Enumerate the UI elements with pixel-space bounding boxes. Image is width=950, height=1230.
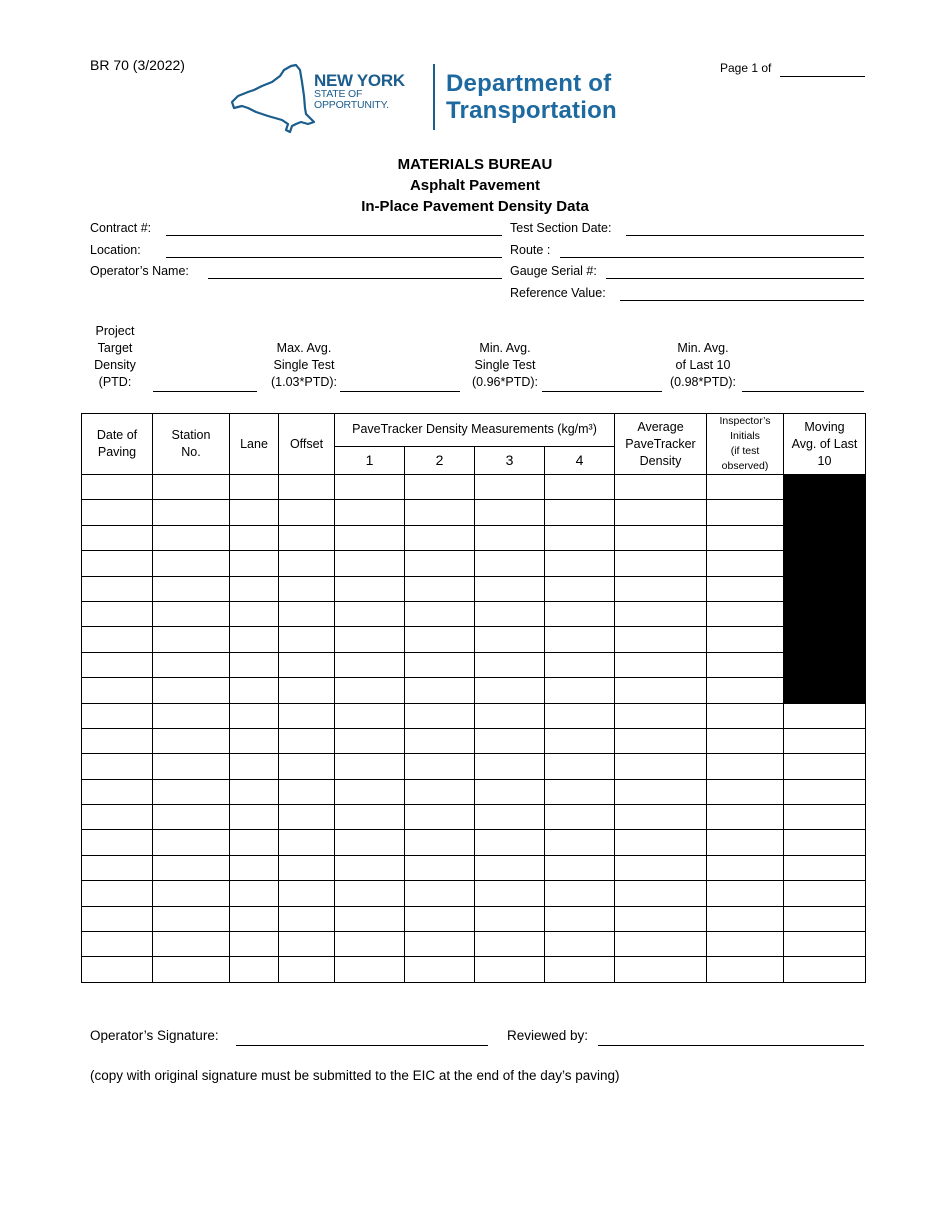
moving-avg-blackout bbox=[784, 678, 866, 703]
cell-m3[interactable] bbox=[475, 475, 545, 500]
min-avg-single-label: Min. Avg. Single Test (0.96*PTD): bbox=[472, 341, 538, 389]
contract-field[interactable] bbox=[166, 235, 502, 236]
cell-station[interactable] bbox=[153, 805, 230, 830]
cell-inspector[interactable] bbox=[707, 957, 784, 982]
cell-m3[interactable] bbox=[475, 678, 545, 703]
form-id: BR 70 (3/2022) bbox=[90, 57, 185, 73]
col-header-lane: Lane bbox=[230, 414, 279, 475]
new-york-state-map-icon bbox=[228, 62, 318, 136]
cell-inspector[interactable] bbox=[707, 805, 784, 830]
cell-m2[interactable] bbox=[405, 500, 475, 525]
cell-m3[interactable] bbox=[475, 627, 545, 652]
cell-m3[interactable] bbox=[475, 576, 545, 601]
table-row bbox=[82, 678, 866, 703]
cell-m1[interactable] bbox=[335, 500, 405, 525]
col-header-station: Station No. bbox=[153, 414, 230, 475]
cell-lane[interactable] bbox=[230, 500, 279, 525]
cell-lane[interactable] bbox=[230, 652, 279, 677]
cell-moving-avg[interactable] bbox=[784, 754, 866, 779]
ptd-label: Project Target Density (PTD: bbox=[94, 324, 136, 389]
cell-inspector[interactable] bbox=[707, 500, 784, 525]
col-header-date: Date of Paving bbox=[82, 414, 153, 475]
cell-offset[interactable] bbox=[279, 576, 335, 601]
cell-m3[interactable] bbox=[475, 957, 545, 982]
cell-offset[interactable] bbox=[279, 932, 335, 957]
cell-m4[interactable] bbox=[545, 728, 615, 753]
table-row bbox=[82, 551, 866, 576]
cell-average[interactable] bbox=[615, 475, 707, 500]
moving-avg-blackout bbox=[784, 652, 866, 677]
cell-moving-avg[interactable] bbox=[784, 830, 866, 855]
cell-m4[interactable] bbox=[545, 703, 615, 728]
cell-inspector[interactable] bbox=[707, 475, 784, 500]
cell-m4[interactable] bbox=[545, 881, 615, 906]
dept-wordmark: Department of Transportation bbox=[446, 70, 617, 124]
cell-date[interactable] bbox=[82, 576, 153, 601]
cell-average[interactable] bbox=[615, 576, 707, 601]
cell-m4[interactable] bbox=[545, 754, 615, 779]
moving-avg-blackout bbox=[784, 525, 866, 550]
col-header-inspector: Inspector’s Initials (if test observed) bbox=[707, 414, 784, 475]
cell-date[interactable] bbox=[82, 601, 153, 626]
table-row bbox=[82, 957, 866, 982]
cell-m1[interactable] bbox=[335, 652, 405, 677]
cell-m4[interactable] bbox=[545, 906, 615, 931]
cell-moving-avg[interactable] bbox=[784, 881, 866, 906]
moving-avg-blackout bbox=[784, 551, 866, 576]
cell-m2[interactable] bbox=[405, 525, 475, 550]
cell-m3[interactable] bbox=[475, 805, 545, 830]
cell-date[interactable] bbox=[82, 525, 153, 550]
reviewed-by-field[interactable] bbox=[598, 1045, 864, 1046]
submission-note: (copy with original signature must be submitted to the EIC at the end of the day’s paving) bbox=[90, 1068, 620, 1083]
table-row bbox=[82, 576, 866, 601]
cell-offset[interactable] bbox=[279, 855, 335, 880]
gauge-serial-label: Gauge Serial #: bbox=[510, 264, 597, 278]
cell-moving-avg[interactable] bbox=[784, 932, 866, 957]
cell-station[interactable] bbox=[153, 932, 230, 957]
cell-average[interactable] bbox=[615, 627, 707, 652]
cell-moving-avg[interactable] bbox=[784, 906, 866, 931]
cell-station[interactable] bbox=[153, 652, 230, 677]
cell-moving-avg[interactable] bbox=[784, 805, 866, 830]
cell-m4[interactable] bbox=[545, 855, 615, 880]
cell-m3[interactable] bbox=[475, 754, 545, 779]
cell-moving-avg[interactable] bbox=[784, 957, 866, 982]
cell-station[interactable] bbox=[153, 728, 230, 753]
cell-offset[interactable] bbox=[279, 525, 335, 550]
cell-station[interactable] bbox=[153, 525, 230, 550]
cell-inspector[interactable] bbox=[707, 906, 784, 931]
density-data-table bbox=[81, 413, 866, 983]
cell-m1[interactable] bbox=[335, 576, 405, 601]
cell-offset[interactable] bbox=[279, 906, 335, 931]
cell-lane[interactable] bbox=[230, 551, 279, 576]
operator-signature-label: Operator’s Signature: bbox=[90, 1028, 219, 1043]
cell-average[interactable] bbox=[615, 678, 707, 703]
cell-date[interactable] bbox=[82, 678, 153, 703]
cell-average[interactable] bbox=[615, 652, 707, 677]
cell-average[interactable] bbox=[615, 906, 707, 931]
cell-lane[interactable] bbox=[230, 881, 279, 906]
col-header-m1: 1 bbox=[335, 446, 405, 474]
cell-date[interactable] bbox=[82, 779, 153, 804]
cell-moving-avg[interactable] bbox=[784, 703, 866, 728]
cell-inspector[interactable] bbox=[707, 881, 784, 906]
cell-average[interactable] bbox=[615, 754, 707, 779]
cell-lane[interactable] bbox=[230, 678, 279, 703]
table-body bbox=[82, 475, 866, 983]
cell-inspector[interactable] bbox=[707, 576, 784, 601]
cell-moving-avg[interactable] bbox=[784, 779, 866, 804]
cell-m1[interactable] bbox=[335, 779, 405, 804]
moving-avg-blackout bbox=[784, 475, 866, 500]
reference-value-field[interactable] bbox=[620, 300, 864, 301]
col-header-m3: 3 bbox=[475, 446, 545, 474]
col-header-m4: 4 bbox=[545, 446, 615, 474]
cell-m1[interactable] bbox=[335, 830, 405, 855]
reviewed-by-label: Reviewed by: bbox=[507, 1028, 589, 1043]
cell-offset[interactable] bbox=[279, 627, 335, 652]
cell-offset[interactable] bbox=[279, 678, 335, 703]
max-avg-field[interactable] bbox=[340, 391, 460, 392]
cell-m1[interactable] bbox=[335, 906, 405, 931]
reference-value-label: Reference Value: bbox=[510, 286, 606, 300]
cell-station[interactable] bbox=[153, 475, 230, 500]
nys-wordmark: NEW YORK STATE OF OPPORTUNITY. bbox=[314, 71, 405, 111]
table-row bbox=[82, 652, 866, 677]
cell-m2[interactable] bbox=[405, 779, 475, 804]
cell-m2[interactable] bbox=[405, 932, 475, 957]
cell-date[interactable] bbox=[82, 703, 153, 728]
cell-m4[interactable] bbox=[545, 475, 615, 500]
cell-m3[interactable] bbox=[475, 601, 545, 626]
cell-inspector[interactable] bbox=[707, 601, 784, 626]
cell-m3[interactable] bbox=[475, 906, 545, 931]
cell-m4[interactable] bbox=[545, 525, 615, 550]
table-row bbox=[82, 601, 866, 626]
cell-station[interactable] bbox=[153, 957, 230, 982]
cell-m3[interactable] bbox=[475, 652, 545, 677]
min-avg-single-field[interactable] bbox=[542, 391, 662, 392]
cell-m2[interactable] bbox=[405, 601, 475, 626]
cell-station[interactable] bbox=[153, 881, 230, 906]
operator-name-label: Operator’s Name: bbox=[90, 264, 189, 278]
cell-lane[interactable] bbox=[230, 906, 279, 931]
cell-m1[interactable] bbox=[335, 475, 405, 500]
cell-moving-avg[interactable] bbox=[784, 728, 866, 753]
cell-m4[interactable] bbox=[545, 652, 615, 677]
cell-inspector[interactable] bbox=[707, 703, 784, 728]
cell-m1[interactable] bbox=[335, 703, 405, 728]
cell-m1[interactable] bbox=[335, 957, 405, 982]
cell-average[interactable] bbox=[615, 601, 707, 626]
cell-station[interactable] bbox=[153, 855, 230, 880]
col-header-average: Average PaveTracker Density bbox=[615, 414, 707, 475]
test-section-date-label: Test Section Date: bbox=[510, 221, 612, 235]
cell-average[interactable] bbox=[615, 957, 707, 982]
moving-avg-blackout bbox=[784, 627, 866, 652]
page-total-field[interactable] bbox=[780, 76, 865, 77]
cell-m2[interactable] bbox=[405, 576, 475, 601]
min-avg-last10-label: Min. Avg. of Last 10 (0.98*PTD): bbox=[670, 341, 736, 389]
min-avg-last10-field[interactable] bbox=[742, 391, 864, 392]
gauge-serial-field[interactable] bbox=[606, 278, 864, 279]
cell-inspector[interactable] bbox=[707, 525, 784, 550]
cell-m1[interactable] bbox=[335, 525, 405, 550]
cell-m1[interactable] bbox=[335, 678, 405, 703]
table-row bbox=[82, 881, 866, 906]
cell-inspector[interactable] bbox=[707, 779, 784, 804]
cell-offset[interactable] bbox=[279, 830, 335, 855]
col-header-offset: Offset bbox=[279, 414, 335, 475]
cell-inspector[interactable] bbox=[707, 728, 784, 753]
cell-m2[interactable] bbox=[405, 703, 475, 728]
cell-inspector[interactable] bbox=[707, 678, 784, 703]
cell-m4[interactable] bbox=[545, 779, 615, 804]
form-titles bbox=[0, 154, 950, 217]
cell-inspector[interactable] bbox=[707, 551, 784, 576]
cell-date[interactable] bbox=[82, 500, 153, 525]
route-label: Route : bbox=[510, 243, 551, 257]
location-label: Location: bbox=[90, 243, 141, 257]
cell-station[interactable] bbox=[153, 678, 230, 703]
cell-m2[interactable] bbox=[405, 551, 475, 576]
cell-m3[interactable] bbox=[475, 855, 545, 880]
contract-label: Contract #: bbox=[90, 221, 152, 235]
cell-station[interactable] bbox=[153, 779, 230, 804]
table-row bbox=[82, 475, 866, 500]
cell-station[interactable] bbox=[153, 703, 230, 728]
table-row bbox=[82, 830, 866, 855]
cell-date[interactable] bbox=[82, 805, 153, 830]
cell-date[interactable] bbox=[82, 754, 153, 779]
cell-average[interactable] bbox=[615, 805, 707, 830]
cell-offset[interactable] bbox=[279, 754, 335, 779]
cell-average[interactable] bbox=[615, 728, 707, 753]
cell-m4[interactable] bbox=[545, 805, 615, 830]
cell-lane[interactable] bbox=[230, 830, 279, 855]
table-row bbox=[82, 500, 866, 525]
cell-offset[interactable] bbox=[279, 500, 335, 525]
cell-average[interactable] bbox=[615, 703, 707, 728]
cell-m2[interactable] bbox=[405, 728, 475, 753]
table-row bbox=[82, 754, 866, 779]
max-avg-label: Max. Avg. Single Test (1.03*PTD): bbox=[271, 341, 337, 389]
cell-date[interactable] bbox=[82, 728, 153, 753]
table-row bbox=[82, 525, 866, 550]
page-label: Page 1 of bbox=[720, 61, 772, 75]
cell-date[interactable] bbox=[82, 932, 153, 957]
cell-offset[interactable] bbox=[279, 957, 335, 982]
cell-offset[interactable] bbox=[279, 779, 335, 804]
cell-date[interactable] bbox=[82, 881, 153, 906]
cell-lane[interactable] bbox=[230, 703, 279, 728]
col-header-m2: 2 bbox=[405, 446, 475, 474]
cell-date[interactable] bbox=[82, 475, 153, 500]
table-row bbox=[82, 906, 866, 931]
table-row bbox=[82, 932, 866, 957]
cell-m1[interactable] bbox=[335, 932, 405, 957]
cell-m2[interactable] bbox=[405, 678, 475, 703]
moving-avg-blackout bbox=[784, 576, 866, 601]
cell-m1[interactable] bbox=[335, 805, 405, 830]
cell-offset[interactable] bbox=[279, 601, 335, 626]
location-field[interactable] bbox=[166, 257, 502, 258]
cell-m2[interactable] bbox=[405, 855, 475, 880]
cell-lane[interactable] bbox=[230, 627, 279, 652]
bureau-title: MATERIALS BUREAU bbox=[397, 156, 553, 173]
cell-lane[interactable] bbox=[230, 576, 279, 601]
operator-signature-field[interactable] bbox=[236, 1045, 488, 1046]
cell-station[interactable] bbox=[153, 754, 230, 779]
table-row bbox=[82, 728, 866, 753]
cell-average[interactable] bbox=[615, 500, 707, 525]
cell-inspector[interactable] bbox=[707, 855, 784, 880]
cell-m4[interactable] bbox=[545, 932, 615, 957]
nysdot-logo bbox=[228, 60, 688, 138]
cell-m4[interactable] bbox=[545, 957, 615, 982]
cell-offset[interactable] bbox=[279, 652, 335, 677]
cell-date[interactable] bbox=[82, 957, 153, 982]
cell-offset[interactable] bbox=[279, 475, 335, 500]
cell-m1[interactable] bbox=[335, 855, 405, 880]
cell-lane[interactable] bbox=[230, 525, 279, 550]
table-row bbox=[82, 805, 866, 830]
cell-inspector[interactable] bbox=[707, 830, 784, 855]
cell-m4[interactable] bbox=[545, 627, 615, 652]
cell-offset[interactable] bbox=[279, 551, 335, 576]
cell-m3[interactable] bbox=[475, 881, 545, 906]
logo-divider bbox=[433, 64, 435, 130]
cell-offset[interactable] bbox=[279, 703, 335, 728]
table-row bbox=[82, 627, 866, 652]
cell-m1[interactable] bbox=[335, 754, 405, 779]
cell-date[interactable] bbox=[82, 551, 153, 576]
moving-avg-blackout bbox=[784, 601, 866, 626]
cell-m3[interactable] bbox=[475, 500, 545, 525]
cell-m3[interactable] bbox=[475, 830, 545, 855]
cell-offset[interactable] bbox=[279, 728, 335, 753]
cell-m3[interactable] bbox=[475, 551, 545, 576]
cell-inspector[interactable] bbox=[707, 627, 784, 652]
cell-m2[interactable] bbox=[405, 627, 475, 652]
cell-average[interactable] bbox=[615, 551, 707, 576]
cell-lane[interactable] bbox=[230, 475, 279, 500]
col-header-measurements: PaveTracker Density Measurements (kg/m³) bbox=[335, 414, 615, 447]
cell-lane[interactable] bbox=[230, 957, 279, 982]
cell-lane[interactable] bbox=[230, 855, 279, 880]
cell-m2[interactable] bbox=[405, 652, 475, 677]
cell-inspector[interactable] bbox=[707, 932, 784, 957]
cell-m2[interactable] bbox=[405, 754, 475, 779]
cell-lane[interactable] bbox=[230, 805, 279, 830]
cell-lane[interactable] bbox=[230, 932, 279, 957]
cell-station[interactable] bbox=[153, 576, 230, 601]
table-row bbox=[82, 779, 866, 804]
cell-m3[interactable] bbox=[475, 932, 545, 957]
test-section-date-field[interactable] bbox=[626, 235, 864, 236]
cell-lane[interactable] bbox=[230, 601, 279, 626]
cell-station[interactable] bbox=[153, 830, 230, 855]
cell-m4[interactable] bbox=[545, 576, 615, 601]
cell-m1[interactable] bbox=[335, 881, 405, 906]
cell-m3[interactable] bbox=[475, 703, 545, 728]
cell-offset[interactable] bbox=[279, 805, 335, 830]
cell-station[interactable] bbox=[153, 601, 230, 626]
cell-m2[interactable] bbox=[405, 830, 475, 855]
cell-m2[interactable] bbox=[405, 957, 475, 982]
cell-offset[interactable] bbox=[279, 881, 335, 906]
form-title: In-Place Pavement Density Data bbox=[361, 198, 589, 215]
cell-m2[interactable] bbox=[405, 906, 475, 931]
cell-m2[interactable] bbox=[405, 881, 475, 906]
cell-m3[interactable] bbox=[475, 525, 545, 550]
cell-m3[interactable] bbox=[475, 779, 545, 804]
form-subtitle: Asphalt Pavement bbox=[409, 177, 541, 194]
ptd-field[interactable] bbox=[153, 391, 257, 392]
cell-inspector[interactable] bbox=[707, 652, 784, 677]
cell-m4[interactable] bbox=[545, 601, 615, 626]
cell-m1[interactable] bbox=[335, 551, 405, 576]
route-field[interactable] bbox=[560, 257, 864, 258]
operator-name-field[interactable] bbox=[208, 278, 502, 279]
cell-m2[interactable] bbox=[405, 475, 475, 500]
cell-lane[interactable] bbox=[230, 728, 279, 753]
cell-date[interactable] bbox=[82, 855, 153, 880]
col-header-moving-avg: Moving Avg. of Last 10 bbox=[784, 414, 866, 475]
cell-m1[interactable] bbox=[335, 627, 405, 652]
cell-m3[interactable] bbox=[475, 728, 545, 753]
cell-m1[interactable] bbox=[335, 601, 405, 626]
cell-m4[interactable] bbox=[545, 830, 615, 855]
cell-average[interactable] bbox=[615, 525, 707, 550]
table-row bbox=[82, 855, 866, 880]
cell-m4[interactable] bbox=[545, 678, 615, 703]
cell-lane[interactable] bbox=[230, 779, 279, 804]
cell-inspector[interactable] bbox=[707, 754, 784, 779]
cell-date[interactable] bbox=[82, 652, 153, 677]
cell-m1[interactable] bbox=[335, 728, 405, 753]
cell-date[interactable] bbox=[82, 906, 153, 931]
cell-m2[interactable] bbox=[405, 805, 475, 830]
cell-m4[interactable] bbox=[545, 551, 615, 576]
cell-station[interactable] bbox=[153, 906, 230, 931]
cell-date[interactable] bbox=[82, 627, 153, 652]
cell-average[interactable] bbox=[615, 830, 707, 855]
moving-avg-blackout bbox=[784, 500, 866, 525]
cell-station[interactable] bbox=[153, 500, 230, 525]
cell-m4[interactable] bbox=[545, 500, 615, 525]
cell-date[interactable] bbox=[82, 830, 153, 855]
cell-station[interactable] bbox=[153, 627, 230, 652]
cell-moving-avg[interactable] bbox=[784, 855, 866, 880]
table-row bbox=[82, 703, 866, 728]
cell-average[interactable] bbox=[615, 881, 707, 906]
cell-average[interactable] bbox=[615, 855, 707, 880]
cell-average[interactable] bbox=[615, 932, 707, 957]
cell-lane[interactable] bbox=[230, 754, 279, 779]
cell-average[interactable] bbox=[615, 779, 707, 804]
cell-station[interactable] bbox=[153, 551, 230, 576]
